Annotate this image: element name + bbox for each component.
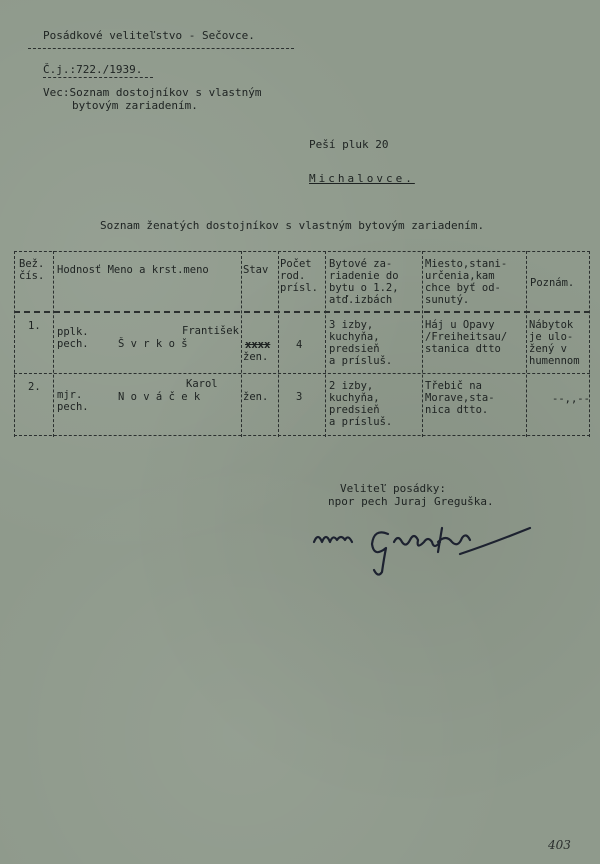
reference-number: Č.j.:722./1939. — [43, 63, 143, 76]
table-title: Soznam ženatých dostojníkov s vlastným bytovým zariadením. — [100, 219, 485, 232]
row-2-furnishing: 2 izby, kuchyňa, predsieň a prísluš. — [329, 380, 393, 428]
page-number: 403 — [548, 838, 571, 852]
closing-title: Veliteľ posádky: — [340, 482, 446, 495]
header-divider-line — [14, 311, 590, 313]
office-title: Posádkové veliteľstvo - Sečovce. — [43, 29, 255, 42]
row-2-first-name: Karol — [186, 378, 218, 390]
officers-table — [14, 251, 590, 437]
row-1-surname: Š v r k o š — [118, 338, 188, 350]
row-1-status-struck: xxxx — [245, 339, 271, 351]
subject-line-1: Vec:Soznam dostojníkov s vlastným — [43, 86, 262, 99]
row-2-rank: mjr. pech. — [57, 389, 89, 413]
col-divider — [53, 251, 54, 437]
header-furnishing: Bytové za- riadenie do bytu o 1.2, atď.izbách — [329, 258, 399, 306]
table-border-right — [589, 251, 590, 437]
row-2-status: žen. — [243, 391, 269, 403]
header-status: Stav — [243, 264, 269, 276]
subject-line-2: bytovým zariadením. — [72, 99, 198, 112]
handwritten-signature — [310, 514, 540, 584]
col-divider — [241, 251, 242, 437]
header-num: Bež. čís. — [19, 258, 45, 282]
header-place: Miesto,stani- určenia,kam chce byť od- sunutý. — [425, 258, 508, 306]
header-dependents: Počet rod. prísl. — [280, 258, 318, 294]
row-1-num: 1. — [28, 320, 41, 332]
col-divider — [526, 251, 527, 437]
row-1-rank: pplk. pech. — [57, 326, 89, 350]
row-1-place: Háj u Opavy /Freiheitsau/ stanica dtto — [425, 319, 508, 355]
row-2-note: --,,-- — [552, 393, 590, 405]
col-divider — [422, 251, 423, 437]
col-divider — [278, 251, 279, 437]
closing-name: npor pech Juraj Greguška. — [328, 495, 494, 508]
row-2-count: 3 — [296, 391, 303, 403]
row-1-status: žen. — [243, 351, 269, 363]
row-2-surname: N o v á č e k — [118, 391, 201, 403]
city: Michalovce. — [309, 172, 415, 185]
row-1-count: 4 — [296, 339, 303, 351]
table-border-left — [14, 251, 15, 437]
header-divider — [28, 48, 294, 49]
row-1-furnishing: 3 izby, kuchyňa, predsieň a prísluš. — [329, 319, 393, 367]
reference-underline — [43, 77, 153, 78]
row-1-note: Nábytok je ulo- žený v humennom — [529, 319, 580, 367]
regiment: Peší pluk 20 — [309, 138, 389, 151]
row-divider — [14, 373, 590, 374]
col-divider — [325, 251, 326, 437]
table-border-top — [14, 251, 590, 252]
row-2-place: Třebič na Morave,sta- nica dtto. — [425, 380, 495, 416]
row-2-num: 2. — [28, 381, 41, 393]
header-rank-name: Hodnosť Meno a krst.meno — [57, 264, 209, 276]
header-note: Poznám. — [530, 277, 575, 289]
table-border-bottom — [14, 435, 590, 436]
row-1-first-name: František — [182, 325, 239, 337]
